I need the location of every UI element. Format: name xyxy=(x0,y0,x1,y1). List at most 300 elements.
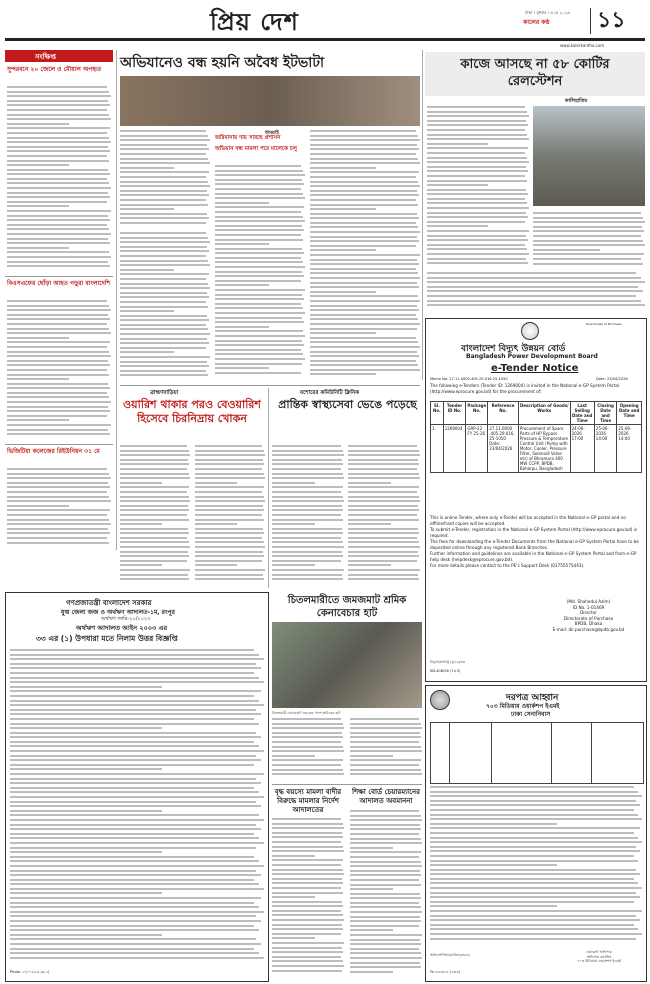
text-line xyxy=(7,251,109,253)
text-line xyxy=(310,351,417,353)
text-line xyxy=(348,491,417,493)
text-line xyxy=(120,328,208,330)
text-line xyxy=(350,718,419,720)
text-line xyxy=(120,454,190,456)
text-line xyxy=(310,332,376,334)
table-cell: 1269004 xyxy=(443,425,466,473)
lead-headline: অভিযানেও বন্ধ হয়নি অবৈধ ইটভাটা xyxy=(120,55,325,71)
text-line xyxy=(427,235,526,237)
text-line xyxy=(120,482,162,484)
text-line xyxy=(272,537,341,539)
text-line xyxy=(272,905,343,907)
text-line xyxy=(533,263,643,265)
text-line xyxy=(120,162,210,164)
text-line xyxy=(427,129,525,131)
text-line xyxy=(120,505,188,507)
text-line xyxy=(7,491,107,493)
text-line xyxy=(272,764,341,766)
divider xyxy=(5,276,113,277)
text-line xyxy=(7,114,109,116)
text-line xyxy=(272,882,343,884)
text-line xyxy=(10,727,162,729)
text-line xyxy=(7,351,109,353)
text-line xyxy=(7,247,69,249)
text-line xyxy=(533,244,645,246)
text-line xyxy=(310,208,376,210)
text-line xyxy=(7,337,69,339)
text-line xyxy=(120,241,210,243)
text-line xyxy=(7,224,107,226)
text-line xyxy=(7,323,107,325)
text-line xyxy=(215,165,301,167)
text-line xyxy=(10,879,254,881)
text-line xyxy=(427,258,526,260)
text-line xyxy=(272,914,343,916)
text-line xyxy=(7,201,107,203)
text-line xyxy=(120,351,174,353)
text-line xyxy=(215,248,302,250)
text-line xyxy=(430,795,642,797)
text-line xyxy=(430,823,557,825)
dhaka-ad-subtitle: ৭০৩ মিডিয়াম ওয়ার্কশপ ইএমই xyxy=(486,703,560,710)
text-line xyxy=(195,486,264,488)
text-line xyxy=(7,537,107,539)
text-line xyxy=(348,528,418,530)
text-line xyxy=(7,528,108,530)
text-line xyxy=(215,353,303,355)
text-line xyxy=(348,463,419,465)
text-line xyxy=(120,445,187,447)
text-line xyxy=(120,213,207,215)
text-line xyxy=(7,160,109,162)
text-line xyxy=(272,519,343,521)
text-line xyxy=(430,887,642,889)
text-line xyxy=(120,523,162,525)
text-line xyxy=(215,335,305,337)
text-line xyxy=(350,879,419,881)
text-line xyxy=(195,514,262,516)
text-line xyxy=(215,225,302,227)
text-line xyxy=(427,166,526,168)
bpdb-para5: For more details please contact to the PE's Support Desk (01755575443). xyxy=(430,563,585,568)
text-line xyxy=(350,833,419,835)
dhaka-table-grid xyxy=(431,723,643,783)
bpdb-sign-name: (Md. Shahedul Azim) xyxy=(566,599,611,604)
text-line xyxy=(195,496,264,498)
text-line xyxy=(120,153,206,155)
text-line xyxy=(120,199,206,201)
text-line xyxy=(427,295,636,297)
bpdb-sign-title: Director xyxy=(580,610,597,615)
text-line xyxy=(350,856,419,858)
govt-ad-subtitle: যুগ্ম জেলা জজ ও অর্থঋণ আদালত-১ম, রংপুর xyxy=(61,609,175,616)
text-line xyxy=(7,509,110,511)
text-line xyxy=(120,130,206,132)
text-line xyxy=(120,473,189,475)
text-line xyxy=(310,364,418,366)
text-line xyxy=(348,574,418,576)
text-line xyxy=(10,768,162,770)
dhaka-footer-ref: জি-৩৫৩/২৬ (৭×৩) xyxy=(430,970,461,974)
text-line xyxy=(350,966,421,968)
text-line xyxy=(195,500,265,502)
text-line xyxy=(10,957,264,959)
text-line xyxy=(310,199,416,201)
text-line xyxy=(533,217,643,219)
text-line xyxy=(310,272,418,274)
text-line xyxy=(120,144,207,146)
text-line xyxy=(215,280,301,282)
lead-bullet1: জরিমানায় দায় সারছে প্রশাসন xyxy=(215,135,281,141)
text-line xyxy=(272,746,343,748)
text-line xyxy=(533,230,644,232)
text-line xyxy=(7,104,110,106)
text-line xyxy=(120,361,207,363)
text-line xyxy=(350,746,421,748)
divider xyxy=(5,444,113,445)
text-line xyxy=(7,424,111,426)
text-line xyxy=(10,810,162,812)
text-line xyxy=(272,750,344,752)
bpdb-signature-block xyxy=(536,599,641,632)
clinic-headline: প্রান্তিক স্বাস্থ্যসেবা ভেঙে পড়েছে xyxy=(278,398,417,411)
govt-ad-law: অর্থঋণ আদালত আইন ২০০৩ এর xyxy=(76,624,168,632)
text-line xyxy=(215,326,269,328)
text-line xyxy=(350,957,422,959)
text-line xyxy=(272,869,343,871)
text-line xyxy=(120,468,187,470)
text-line xyxy=(272,459,342,461)
text-line xyxy=(7,542,109,544)
text-line xyxy=(215,349,301,351)
text-line xyxy=(215,174,305,176)
text-line xyxy=(430,910,642,912)
text-line xyxy=(272,755,315,757)
text-line xyxy=(348,532,419,534)
sidebar-item2-title: বিএসএফের ছোঁড়া আহত গড়ুরা বাংলাদেশি xyxy=(7,280,111,287)
text-line xyxy=(215,284,269,286)
text-line xyxy=(310,373,376,375)
text-line xyxy=(10,700,259,702)
text-line xyxy=(215,294,302,296)
text-line xyxy=(10,906,259,908)
text-line xyxy=(10,695,254,697)
text-line xyxy=(272,850,344,852)
text-line xyxy=(310,268,416,270)
text-line xyxy=(272,841,341,843)
text-line xyxy=(7,118,111,120)
text-line xyxy=(310,318,418,320)
bottom-left-headline: ওয়ারিশ থাকার পরও বেওয়ারিশ হিসেবে চিরনিদ্রায় খোকন xyxy=(123,398,261,425)
text-line xyxy=(7,410,110,412)
rail-headline-box xyxy=(425,52,645,96)
text-line xyxy=(272,741,341,743)
text-line xyxy=(310,144,417,146)
text-line xyxy=(272,560,341,562)
table-header: Tender ID No. xyxy=(443,402,466,425)
text-line xyxy=(272,578,343,580)
text-line xyxy=(195,560,262,562)
text-line xyxy=(272,859,343,861)
text-line xyxy=(120,546,190,548)
dhaka-ad-table xyxy=(430,722,644,784)
text-line xyxy=(430,800,636,802)
table-row xyxy=(431,425,642,473)
text-line xyxy=(215,271,302,273)
masthead xyxy=(5,8,645,36)
text-line xyxy=(430,901,634,903)
rail-body-col1 xyxy=(427,106,529,270)
text-line xyxy=(120,171,209,173)
text-line xyxy=(7,387,110,389)
text-line xyxy=(427,212,526,214)
bpdb-sign-id: ID No. 1-01469 xyxy=(572,604,605,610)
text-line xyxy=(350,769,421,771)
text-line xyxy=(120,185,210,187)
text-line xyxy=(10,842,264,844)
sidebar-item2-body xyxy=(7,300,111,440)
text-line xyxy=(348,546,420,548)
dhaka-ad-title: দরপত্র আহ্বান xyxy=(506,693,559,703)
text-line xyxy=(10,736,261,738)
text-line xyxy=(120,296,209,298)
text-line xyxy=(195,491,262,493)
text-line xyxy=(215,206,304,208)
text-line xyxy=(215,307,303,309)
text-line xyxy=(120,190,207,192)
dhaka-tender-ad xyxy=(425,685,647,982)
text-line xyxy=(310,162,420,164)
text-line xyxy=(120,250,209,252)
text-line xyxy=(533,221,645,223)
text-line xyxy=(215,188,301,190)
text-line xyxy=(272,773,344,775)
text-line xyxy=(272,924,342,926)
text-line xyxy=(7,346,107,348)
table-cell: 1. xyxy=(431,425,444,473)
text-line xyxy=(272,523,315,525)
divider xyxy=(120,385,420,386)
text-line xyxy=(120,237,208,239)
text-line xyxy=(310,158,418,160)
text-line xyxy=(120,139,210,141)
text-line xyxy=(272,509,343,511)
text-line xyxy=(10,745,259,747)
text-line xyxy=(215,216,303,218)
text-line xyxy=(7,532,110,534)
bpdb-memo-no: Memo No. 27.11.0000.405.29.016.25-1050 xyxy=(430,377,508,381)
text-line xyxy=(10,658,264,660)
table-cell: 24-06-2026 17:00 xyxy=(570,425,594,473)
text-line xyxy=(120,333,210,335)
text-line xyxy=(120,514,187,516)
text-line xyxy=(350,736,421,738)
text-line xyxy=(7,305,109,307)
text-line xyxy=(120,578,189,580)
text-line xyxy=(430,869,636,871)
text-line xyxy=(215,344,304,346)
table-header: Closing Date and Time xyxy=(594,402,617,425)
text-line xyxy=(350,865,422,867)
text-line xyxy=(427,157,527,159)
text-line xyxy=(272,855,315,857)
bpdb-memo-date: Date: 23/04/2026 xyxy=(596,377,628,381)
text-line xyxy=(7,219,110,221)
text-line xyxy=(350,929,393,931)
text-line xyxy=(272,928,343,930)
bpdb-org-en: Bangladesh Power Development Board xyxy=(466,353,598,360)
date-line: ঢাকা । বুধবার । ৬ মে ২০২৬ xyxy=(525,10,570,15)
text-line xyxy=(10,718,254,720)
text-line xyxy=(350,943,421,945)
text-line xyxy=(10,860,259,862)
text-line xyxy=(430,818,642,820)
text-line xyxy=(7,500,111,502)
text-line xyxy=(350,764,419,766)
text-line xyxy=(348,454,420,456)
text-line xyxy=(272,564,315,566)
text-line xyxy=(310,236,417,238)
bpdb-org-bn: বাংলাদেশ বিদ্যুৎ উন্নয়ন বোর্ড xyxy=(461,344,566,354)
text-line xyxy=(350,824,420,826)
text-line xyxy=(427,147,528,149)
text-line xyxy=(195,450,264,452)
text-line xyxy=(310,167,376,169)
text-line xyxy=(427,304,645,306)
text-line xyxy=(310,231,420,233)
text-line xyxy=(215,372,301,374)
rail-headline: কাজে আসছে না ৫৮ কোটির রেলস্টেশন xyxy=(460,57,610,89)
text-line xyxy=(7,429,108,431)
text-line xyxy=(10,732,256,734)
bpdb-para1: This is online Tender, where only e-Tender will be accepted in the National e-GP portal and no offline/hard copies will be accepted. xyxy=(430,515,626,526)
text-line xyxy=(10,782,261,784)
text-line xyxy=(350,861,421,863)
text-line xyxy=(10,929,259,931)
text-line xyxy=(430,814,638,816)
text-line xyxy=(310,300,420,302)
text-line xyxy=(7,477,111,479)
text-line xyxy=(427,300,641,302)
text-line xyxy=(215,220,305,222)
text-line xyxy=(7,137,109,139)
text-line xyxy=(215,312,305,314)
govt-ad-notice: ৩৩ এর (১) উপধারা মতে নিলাম উত্তর বিজ্ঞপ্তি xyxy=(36,634,178,643)
text-line xyxy=(310,254,420,256)
market-body-col1 xyxy=(272,718,344,778)
text-line xyxy=(310,291,376,293)
text-line xyxy=(350,884,421,886)
text-line xyxy=(427,111,527,113)
text-line xyxy=(310,282,417,284)
text-line xyxy=(120,273,209,275)
text-line xyxy=(310,328,417,330)
text-line xyxy=(10,755,256,757)
table-header: Opening Date and Time xyxy=(617,402,642,425)
text-line xyxy=(272,873,344,875)
text-line xyxy=(120,319,209,321)
text-line xyxy=(348,578,419,580)
text-line xyxy=(120,459,188,461)
text-line xyxy=(430,919,640,921)
text-line xyxy=(120,374,208,376)
text-line xyxy=(350,874,421,876)
brand-logo: কালের কণ্ঠ xyxy=(523,19,550,26)
text-line xyxy=(310,217,419,219)
text-line xyxy=(427,221,525,223)
text-line xyxy=(120,486,189,488)
text-line xyxy=(195,551,263,553)
text-line xyxy=(10,741,254,743)
bpdb-para4: Further information and guidelines are available in the National e-GP System Portal and from e-GP help desk (helpdesk@eprocure.gov.bd). xyxy=(430,551,637,562)
text-line xyxy=(120,324,206,326)
text-line xyxy=(427,248,527,250)
text-line xyxy=(10,787,254,789)
text-line xyxy=(7,155,107,157)
text-line xyxy=(120,564,162,566)
masthead-rule xyxy=(5,38,645,41)
clinic-body-col1 xyxy=(272,445,344,585)
text-line xyxy=(10,920,261,922)
text-line xyxy=(272,818,341,820)
text-line xyxy=(350,893,420,895)
text-line xyxy=(10,801,256,803)
text-line xyxy=(10,750,264,752)
text-line xyxy=(310,323,420,325)
text-line xyxy=(348,564,391,566)
sidebar-item1-body xyxy=(7,86,111,271)
text-line xyxy=(272,892,343,894)
text-line xyxy=(7,392,107,394)
text-line xyxy=(120,356,210,358)
text-line xyxy=(272,864,341,866)
text-line xyxy=(7,523,111,525)
text-line xyxy=(7,396,109,398)
text-line xyxy=(310,135,418,137)
text-line xyxy=(348,459,418,461)
text-line xyxy=(427,161,529,163)
text-line xyxy=(120,347,206,349)
text-line xyxy=(120,500,190,502)
text-line xyxy=(120,208,174,210)
text-line xyxy=(427,120,526,122)
text-line xyxy=(430,827,640,829)
text-line xyxy=(120,528,188,530)
column-divider xyxy=(268,388,269,588)
bpdb-notice xyxy=(425,318,647,682)
text-line xyxy=(7,238,108,240)
text-line xyxy=(272,463,343,465)
text-line xyxy=(272,823,343,825)
text-line xyxy=(10,667,261,669)
text-line xyxy=(10,796,264,798)
text-line xyxy=(7,233,111,235)
text-line xyxy=(7,196,110,198)
text-line xyxy=(348,486,419,488)
table-cell: Procurement of Spare Parts of HP Bypass Pressure & Temperature Control Unit (Pump with Motor, Cooler, Pressure Filter, Solenoid Valve etc) of Bhramara 400 MW CCPP, BPDB, Baharpu, Bangladesh xyxy=(518,425,570,473)
text-line xyxy=(310,263,419,265)
text-line xyxy=(348,445,417,447)
dhaka-footer-left: আইএসপিআর/টেন্ডার/৩৫৩ xyxy=(430,953,470,957)
text-line xyxy=(310,194,419,196)
text-line xyxy=(10,851,162,853)
text-line xyxy=(533,212,641,214)
text-line xyxy=(272,965,344,967)
sidebar-item1-title: সুন্দরবনে ২০ জেলে ও মৌয়াল অপহৃত xyxy=(7,66,102,73)
text-line xyxy=(215,197,305,199)
text-line xyxy=(10,856,254,858)
text-line xyxy=(348,555,419,557)
